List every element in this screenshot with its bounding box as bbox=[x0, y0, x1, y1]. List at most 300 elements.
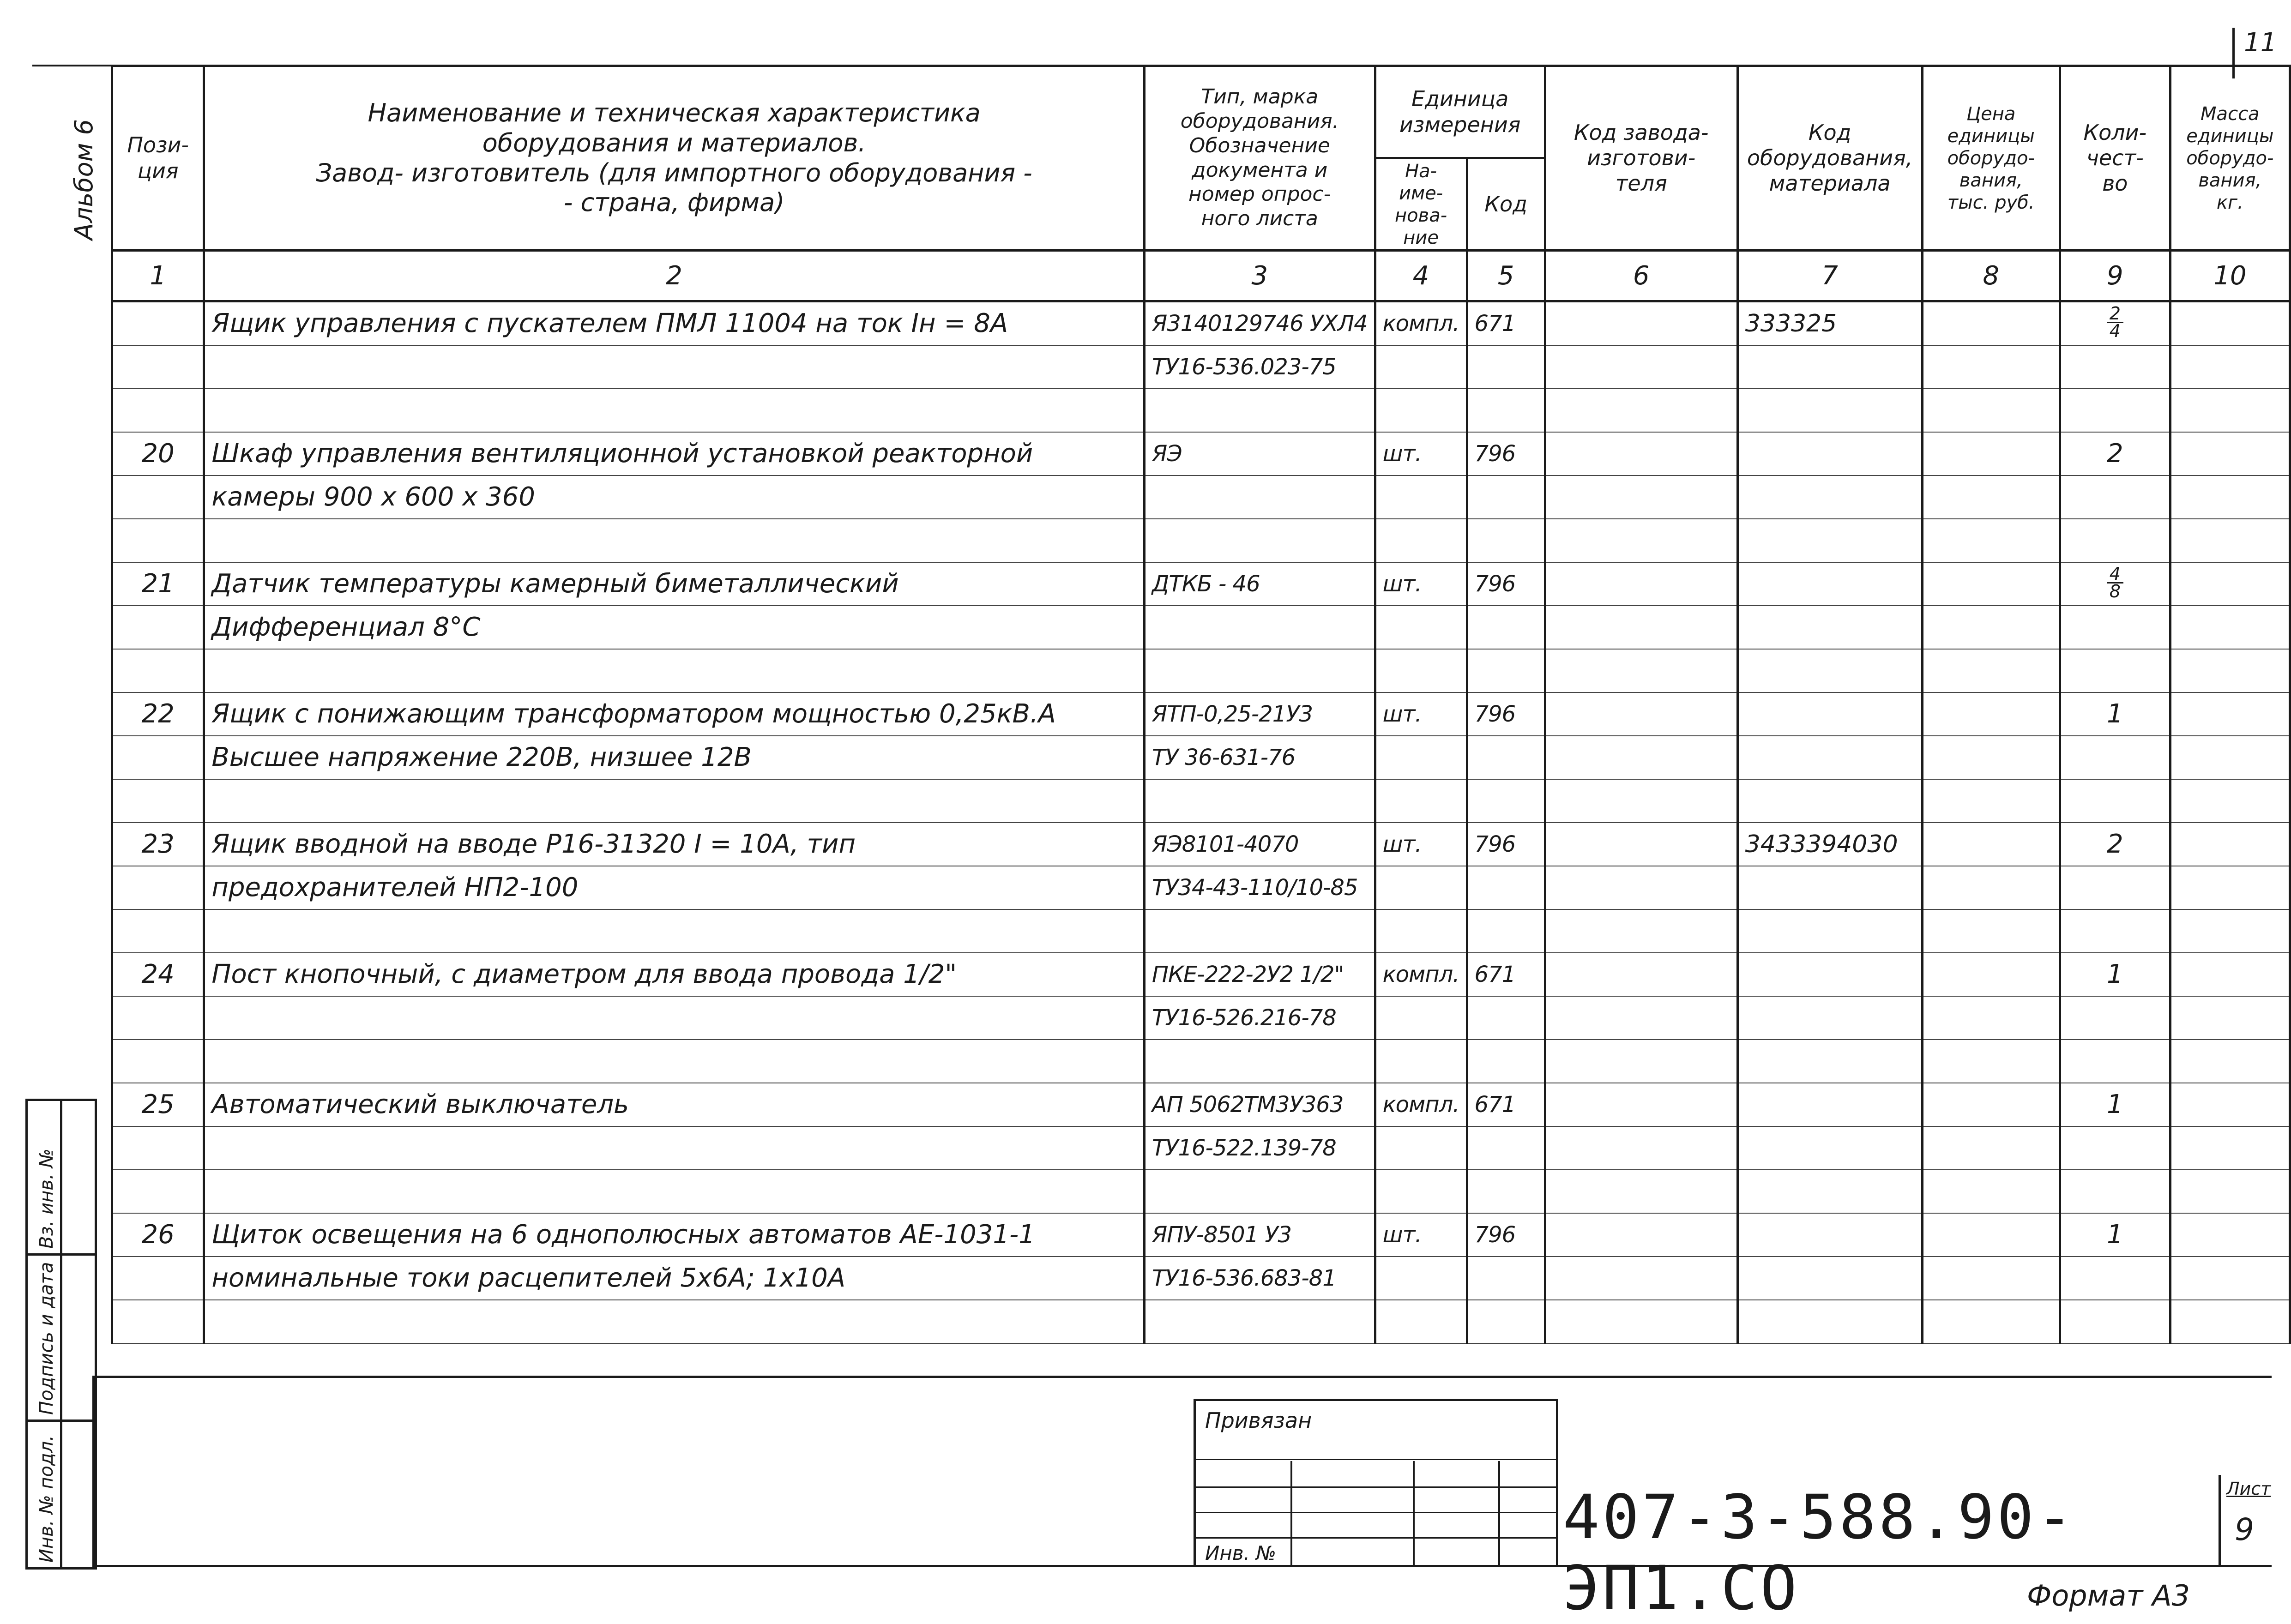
row-price bbox=[1922, 866, 2060, 909]
row-maker-code bbox=[1545, 389, 1737, 432]
row-equipment-code bbox=[1737, 692, 1922, 736]
row-unit-name bbox=[1375, 1126, 1467, 1170]
row-unit-code bbox=[1467, 606, 1545, 649]
row-equipment-code bbox=[1737, 1170, 1922, 1213]
binding-stamp bbox=[1194, 1399, 1558, 1567]
row-equipment-code bbox=[1737, 953, 1922, 996]
sheet-number-box bbox=[2219, 1475, 2274, 1565]
format-label: Формат А3 bbox=[2027, 1579, 2190, 1612]
row-position bbox=[112, 1126, 204, 1170]
bottom-frame-left bbox=[92, 1376, 95, 1567]
row-name bbox=[204, 649, 1145, 692]
row-type bbox=[1144, 519, 1375, 562]
table-row bbox=[112, 345, 2290, 389]
row-unit-code bbox=[1467, 996, 1545, 1040]
table-row bbox=[112, 1213, 2290, 1257]
row-quantity bbox=[2060, 389, 2170, 432]
row-unit-code bbox=[1467, 1170, 1545, 1213]
table-row bbox=[112, 432, 2290, 475]
header-name: Наименование и техническая характеристика оборудования и материалов. Завод- изготовитель (для импортного оборудования - - страна, фирма) bbox=[204, 66, 1145, 251]
row-type bbox=[1144, 1040, 1375, 1083]
row-mass bbox=[2170, 301, 2290, 346]
row-unit-name bbox=[1375, 1170, 1467, 1213]
header-mass: Масса единицы оборудо- вания, кг. bbox=[2170, 66, 2290, 251]
row-equipment-code bbox=[1737, 649, 1922, 692]
row-position: 21 bbox=[112, 562, 204, 606]
row-equipment-code bbox=[1737, 779, 1922, 823]
row-price bbox=[1922, 692, 2060, 736]
row-name: предохранителей НП2-100 bbox=[204, 866, 1145, 909]
col-number: 7 bbox=[1737, 251, 1922, 301]
row-name bbox=[204, 519, 1145, 562]
row-price bbox=[1922, 1040, 2060, 1083]
row-quantity bbox=[2060, 606, 2170, 649]
strip-signature: Подпись и дата bbox=[36, 1262, 57, 1415]
row-name bbox=[204, 389, 1145, 432]
row-unit-code bbox=[1467, 389, 1545, 432]
table-row bbox=[112, 649, 2290, 692]
row-unit-name: шт. bbox=[1375, 562, 1467, 606]
specification-table bbox=[111, 65, 2291, 1344]
row-price bbox=[1922, 779, 2060, 823]
row-type: ТУ 36-631-76 bbox=[1144, 736, 1375, 779]
table-row bbox=[112, 1300, 2290, 1343]
row-type bbox=[1144, 1170, 1375, 1213]
sheet-label: Лист bbox=[2226, 1479, 2271, 1499]
row-unit-name: шт. bbox=[1375, 823, 1467, 866]
row-price bbox=[1922, 475, 2060, 519]
row-unit-code bbox=[1467, 649, 1545, 692]
row-quantity bbox=[2060, 1126, 2170, 1170]
row-name bbox=[204, 779, 1145, 823]
row-mass bbox=[2170, 389, 2290, 432]
strip-divider bbox=[28, 1419, 95, 1422]
row-unit-code: 796 bbox=[1467, 692, 1545, 736]
row-price bbox=[1922, 736, 2060, 779]
row-position bbox=[112, 389, 204, 432]
row-position bbox=[112, 909, 204, 953]
row-position bbox=[112, 1300, 204, 1343]
sheet-number: 9 bbox=[2235, 1512, 2254, 1547]
row-unit-code bbox=[1467, 345, 1545, 389]
row-unit-code: 796 bbox=[1467, 432, 1545, 475]
header-equipment-code: Код оборудования, материала bbox=[1737, 66, 1922, 251]
row-position bbox=[112, 1257, 204, 1300]
row-quantity bbox=[2060, 736, 2170, 779]
album-label: Альбом 6 bbox=[69, 119, 98, 240]
header-unit-code: Код bbox=[1467, 158, 1545, 251]
row-type bbox=[1144, 1300, 1375, 1343]
row-price bbox=[1922, 301, 2060, 346]
row-price bbox=[1922, 1170, 2060, 1213]
row-maker-code bbox=[1545, 562, 1737, 606]
row-position: 25 bbox=[112, 1083, 204, 1126]
col-number: 1 bbox=[112, 251, 204, 301]
header-maker-code: Код завода- изготови- теля bbox=[1545, 66, 1737, 251]
row-unit-code: 796 bbox=[1467, 823, 1545, 866]
row-quantity bbox=[2060, 866, 2170, 909]
row-unit-name bbox=[1375, 606, 1467, 649]
row-maker-code bbox=[1545, 1213, 1737, 1257]
row-position: 26 bbox=[112, 1213, 204, 1257]
row-mass bbox=[2170, 432, 2290, 475]
row-quantity: 1 bbox=[2060, 692, 2170, 736]
col-number: 10 bbox=[2170, 251, 2290, 301]
row-price bbox=[1922, 1126, 2060, 1170]
row-price bbox=[1922, 649, 2060, 692]
row-equipment-code bbox=[1737, 1300, 1922, 1343]
row-unit-name bbox=[1375, 649, 1467, 692]
row-unit-name bbox=[1375, 1257, 1467, 1300]
row-mass bbox=[2170, 649, 2290, 692]
col-number: 4 bbox=[1375, 251, 1467, 301]
row-quantity bbox=[2060, 1257, 2170, 1300]
row-unit-code bbox=[1467, 866, 1545, 909]
row-unit-name bbox=[1375, 996, 1467, 1040]
row-type bbox=[1144, 909, 1375, 953]
header-position: Пози- ция bbox=[112, 66, 204, 251]
row-maker-code bbox=[1545, 606, 1737, 649]
row-maker-code bbox=[1545, 345, 1737, 389]
table-row bbox=[112, 953, 2290, 996]
row-type: ТУ16-526.216-78 bbox=[1144, 996, 1375, 1040]
left-signature-strip bbox=[25, 1099, 97, 1570]
row-unit-code bbox=[1467, 519, 1545, 562]
table-row bbox=[112, 996, 2290, 1040]
table-row bbox=[112, 692, 2290, 736]
row-equipment-code bbox=[1737, 736, 1922, 779]
row-position: 23 bbox=[112, 823, 204, 866]
row-equipment-code bbox=[1737, 1213, 1922, 1257]
row-unit-name bbox=[1375, 736, 1467, 779]
row-maker-code bbox=[1545, 1126, 1737, 1170]
row-maker-code bbox=[1545, 1300, 1737, 1343]
row-unit-name: компл. bbox=[1375, 301, 1467, 346]
row-mass bbox=[2170, 953, 2290, 996]
row-equipment-code bbox=[1737, 432, 1922, 475]
row-unit-code bbox=[1467, 475, 1545, 519]
row-position bbox=[112, 736, 204, 779]
col-number: 9 bbox=[2060, 251, 2170, 301]
row-price bbox=[1922, 909, 2060, 953]
row-type: ЯЭ8101-4070 bbox=[1144, 823, 1375, 866]
fraction-denominator: 8 bbox=[2109, 581, 2121, 601]
table-row bbox=[112, 823, 2290, 866]
row-unit-name: компл. bbox=[1375, 1083, 1467, 1126]
row-mass bbox=[2170, 779, 2290, 823]
row-quantity bbox=[2060, 345, 2170, 389]
row-name bbox=[204, 1170, 1145, 1213]
row-position bbox=[112, 345, 204, 389]
stamp-col-line bbox=[1290, 1461, 1292, 1567]
row-position: 24 bbox=[112, 953, 204, 996]
row-price bbox=[1922, 1257, 2060, 1300]
row-type bbox=[1144, 779, 1375, 823]
row-equipment-code bbox=[1737, 606, 1922, 649]
stamp-row-line bbox=[1196, 1459, 1556, 1460]
table-row bbox=[112, 909, 2290, 953]
row-price bbox=[1922, 606, 2060, 649]
row-unit-code bbox=[1467, 779, 1545, 823]
row-quantity: 1 bbox=[2060, 1213, 2170, 1257]
row-name: номинальные токи расцепителей 5x6А; 1x10А bbox=[204, 1257, 1145, 1300]
row-position bbox=[112, 779, 204, 823]
row-position bbox=[112, 606, 204, 649]
row-equipment-code bbox=[1737, 1040, 1922, 1083]
row-position bbox=[112, 1170, 204, 1213]
row-mass bbox=[2170, 1126, 2290, 1170]
row-price bbox=[1922, 953, 2060, 996]
row-type: ДТКБ - 46 bbox=[1144, 562, 1375, 606]
strip-divider bbox=[28, 1253, 95, 1256]
row-name bbox=[204, 996, 1145, 1040]
row-maker-code bbox=[1545, 823, 1737, 866]
row-unit-name bbox=[1375, 779, 1467, 823]
row-quantity bbox=[2060, 1040, 2170, 1083]
row-equipment-code bbox=[1737, 1083, 1922, 1126]
row-unit-name bbox=[1375, 909, 1467, 953]
row-name bbox=[204, 345, 1145, 389]
stamp-inventory: Инв. № bbox=[1205, 1542, 1277, 1564]
row-mass bbox=[2170, 1257, 2290, 1300]
row-maker-code bbox=[1545, 301, 1737, 346]
row-mass bbox=[2170, 1300, 2290, 1343]
table-row bbox=[112, 389, 2290, 432]
row-quantity: 2 bbox=[2060, 432, 2170, 475]
row-maker-code bbox=[1545, 692, 1737, 736]
col-number: 2 bbox=[204, 251, 1145, 301]
row-equipment-code bbox=[1737, 909, 1922, 953]
row-equipment-code bbox=[1737, 519, 1922, 562]
table-row bbox=[112, 1040, 2290, 1083]
row-unit-name bbox=[1375, 345, 1467, 389]
row-name: Шкаф управления вентиляционной установкой реакторной bbox=[204, 432, 1145, 475]
col-number: 6 bbox=[1545, 251, 1737, 301]
col-number: 5 bbox=[1467, 251, 1545, 301]
row-equipment-code bbox=[1737, 389, 1922, 432]
row-unit-code: 671 bbox=[1467, 1083, 1545, 1126]
row-maker-code bbox=[1545, 996, 1737, 1040]
row-mass bbox=[2170, 692, 2290, 736]
row-maker-code bbox=[1545, 519, 1737, 562]
row-name: Ящик управления с пускателем ПМЛ 11004 на ток Iн = 8А bbox=[204, 301, 1145, 346]
row-unit-code bbox=[1467, 909, 1545, 953]
row-unit-name bbox=[1375, 389, 1467, 432]
row-position bbox=[112, 1040, 204, 1083]
row-name: Ящик вводной на вводе Р16-31320 I = 10А, тип bbox=[204, 823, 1145, 866]
row-unit-code bbox=[1467, 1040, 1545, 1083]
row-position bbox=[112, 996, 204, 1040]
row-quantity bbox=[2060, 1170, 2170, 1213]
col-number: 8 bbox=[1922, 251, 2060, 301]
row-maker-code bbox=[1545, 736, 1737, 779]
row-type: ЯТП-0,25-21У3 bbox=[1144, 692, 1375, 736]
stamp-col-line bbox=[1413, 1461, 1415, 1567]
row-name bbox=[204, 1126, 1145, 1170]
row-quantity: 1 bbox=[2060, 1083, 2170, 1126]
row-type: АП 5062ТМ3У363 bbox=[1144, 1083, 1375, 1126]
row-unit-code: 671 bbox=[1467, 301, 1545, 346]
row-type: ТУ16-522.139-78 bbox=[1144, 1126, 1375, 1170]
row-price bbox=[1922, 562, 2060, 606]
row-equipment-code bbox=[1737, 562, 1922, 606]
row-quantity bbox=[2060, 996, 2170, 1040]
row-price bbox=[1922, 1213, 2060, 1257]
row-equipment-code bbox=[1737, 866, 1922, 909]
row-mass bbox=[2170, 562, 2290, 606]
row-maker-code bbox=[1545, 475, 1737, 519]
strip-inv-original: Инв. № подл. bbox=[36, 1435, 57, 1563]
row-maker-code bbox=[1545, 1083, 1737, 1126]
row-mass bbox=[2170, 1083, 2290, 1126]
top-edge-line bbox=[32, 65, 115, 66]
row-name: Датчик температуры камерный биметаллический bbox=[204, 562, 1145, 606]
page-corner-number: 11 bbox=[2244, 28, 2277, 58]
row-mass bbox=[2170, 475, 2290, 519]
row-maker-code bbox=[1545, 1040, 1737, 1083]
quantity-fraction bbox=[2107, 566, 2123, 599]
row-equipment-code: 3433394030 bbox=[1737, 823, 1922, 866]
bottom-frame-top bbox=[92, 1376, 2272, 1378]
row-mass bbox=[2170, 909, 2290, 953]
table-row bbox=[112, 1083, 2290, 1126]
row-name bbox=[204, 1300, 1145, 1343]
row-maker-code bbox=[1545, 909, 1737, 953]
row-unit-code: 796 bbox=[1467, 562, 1545, 606]
row-maker-code bbox=[1545, 1257, 1737, 1300]
row-mass bbox=[2170, 519, 2290, 562]
row-mass bbox=[2170, 1170, 2290, 1213]
table-row bbox=[112, 1257, 2290, 1300]
row-name bbox=[204, 1040, 1145, 1083]
fraction-denominator: 4 bbox=[2109, 320, 2121, 341]
row-unit-code bbox=[1467, 1300, 1545, 1343]
table-row bbox=[112, 736, 2290, 779]
row-unit-code: 796 bbox=[1467, 1213, 1545, 1257]
row-maker-code bbox=[1545, 866, 1737, 909]
row-maker-code bbox=[1545, 779, 1737, 823]
header-unit-group: Единица измерения bbox=[1375, 66, 1545, 158]
row-name: Щиток освещения на 6 однополюсных автоматов АЕ-1031-1 bbox=[204, 1213, 1145, 1257]
row-unit-name: шт. bbox=[1375, 432, 1467, 475]
row-maker-code bbox=[1545, 649, 1737, 692]
row-maker-code bbox=[1545, 1170, 1737, 1213]
row-type: Я3140129746 УХЛ4 bbox=[1144, 301, 1375, 346]
fraction-numerator: 2 bbox=[2107, 306, 2123, 323]
table-row bbox=[112, 1126, 2290, 1170]
header-unit-name: На- име- нова- ние bbox=[1375, 158, 1467, 251]
strip-divider bbox=[60, 1101, 62, 1567]
row-type: ТУ16-536.683-81 bbox=[1144, 1257, 1375, 1300]
row-type bbox=[1144, 606, 1375, 649]
row-quantity: 2 bbox=[2060, 823, 2170, 866]
row-price bbox=[1922, 1300, 2060, 1343]
row-quantity bbox=[2060, 562, 2170, 606]
row-quantity bbox=[2060, 301, 2170, 346]
table-row bbox=[112, 301, 2290, 346]
row-type bbox=[1144, 389, 1375, 432]
row-type: ЯЭ bbox=[1144, 432, 1375, 475]
row-position bbox=[112, 866, 204, 909]
row-position: 22 bbox=[112, 692, 204, 736]
row-equipment-code bbox=[1737, 1126, 1922, 1170]
table-row bbox=[112, 606, 2290, 649]
row-quantity bbox=[2060, 1300, 2170, 1343]
row-mass bbox=[2170, 736, 2290, 779]
row-name: Пост кнопочный, с диаметром для ввода провода 1/2" bbox=[204, 953, 1145, 996]
row-quantity bbox=[2060, 649, 2170, 692]
row-name: Автоматический выключатель bbox=[204, 1083, 1145, 1126]
row-price bbox=[1922, 389, 2060, 432]
row-quantity bbox=[2060, 909, 2170, 953]
row-unit-code bbox=[1467, 1257, 1545, 1300]
row-quantity bbox=[2060, 519, 2170, 562]
header-type: Тип, марка оборудования. Обозначение документа и номер опрос- ного листа bbox=[1144, 66, 1375, 251]
header-price: Цена единицы оборудо- вания, тыс. руб. bbox=[1922, 66, 2060, 251]
row-price bbox=[1922, 345, 2060, 389]
row-price bbox=[1922, 823, 2060, 866]
row-type bbox=[1144, 475, 1375, 519]
header-quantity: Коли- чест- во bbox=[2060, 66, 2170, 251]
row-quantity: 1 bbox=[2060, 953, 2170, 996]
row-unit-code: 671 bbox=[1467, 953, 1545, 996]
row-position bbox=[112, 519, 204, 562]
row-position bbox=[112, 475, 204, 519]
row-unit-name: шт. bbox=[1375, 692, 1467, 736]
row-unit-name bbox=[1375, 866, 1467, 909]
fraction-numerator: 4 bbox=[2107, 566, 2123, 583]
row-mass bbox=[2170, 866, 2290, 909]
row-name: Ящик с понижающим трансформатором мощностью 0,25кВ.А bbox=[204, 692, 1145, 736]
row-quantity bbox=[2060, 779, 2170, 823]
table-row bbox=[112, 1170, 2290, 1213]
row-name: Высшее напряжение 220В, низшее 12В bbox=[204, 736, 1145, 779]
row-price bbox=[1922, 996, 2060, 1040]
row-type: ТУ34-43-110/10-85 bbox=[1144, 866, 1375, 909]
row-unit-name bbox=[1375, 1300, 1467, 1343]
strip-inv-replace: Вз. инв. № bbox=[36, 1149, 57, 1249]
row-name: камеры 900 x 600 x 360 bbox=[204, 475, 1145, 519]
row-price bbox=[1922, 432, 2060, 475]
stamp-title: Привязан bbox=[1205, 1408, 1312, 1433]
row-position bbox=[112, 301, 204, 346]
row-equipment-code bbox=[1737, 475, 1922, 519]
row-type: ТУ16-536.023-75 bbox=[1144, 345, 1375, 389]
table-row bbox=[112, 562, 2290, 606]
stamp-row-line bbox=[1196, 1537, 1556, 1539]
stamp-row-line bbox=[1196, 1486, 1556, 1488]
stamp-col-line bbox=[1498, 1461, 1500, 1567]
row-unit-name bbox=[1375, 475, 1467, 519]
row-name: Дифференциал 8°С bbox=[204, 606, 1145, 649]
row-mass bbox=[2170, 1213, 2290, 1257]
row-unit-name bbox=[1375, 519, 1467, 562]
row-unit-name bbox=[1375, 1040, 1467, 1083]
row-mass bbox=[2170, 823, 2290, 866]
row-equipment-code bbox=[1737, 996, 1922, 1040]
table-row bbox=[112, 866, 2290, 909]
row-quantity bbox=[2060, 475, 2170, 519]
row-maker-code bbox=[1545, 432, 1737, 475]
row-equipment-code: 333325 bbox=[1737, 301, 1922, 346]
row-mass bbox=[2170, 1040, 2290, 1083]
table-row bbox=[112, 519, 2290, 562]
row-type: ЯПУ-8501 У3 bbox=[1144, 1213, 1375, 1257]
stamp-row-line bbox=[1196, 1512, 1556, 1513]
row-price bbox=[1922, 519, 2060, 562]
row-position bbox=[112, 649, 204, 692]
row-unit-code bbox=[1467, 1126, 1545, 1170]
